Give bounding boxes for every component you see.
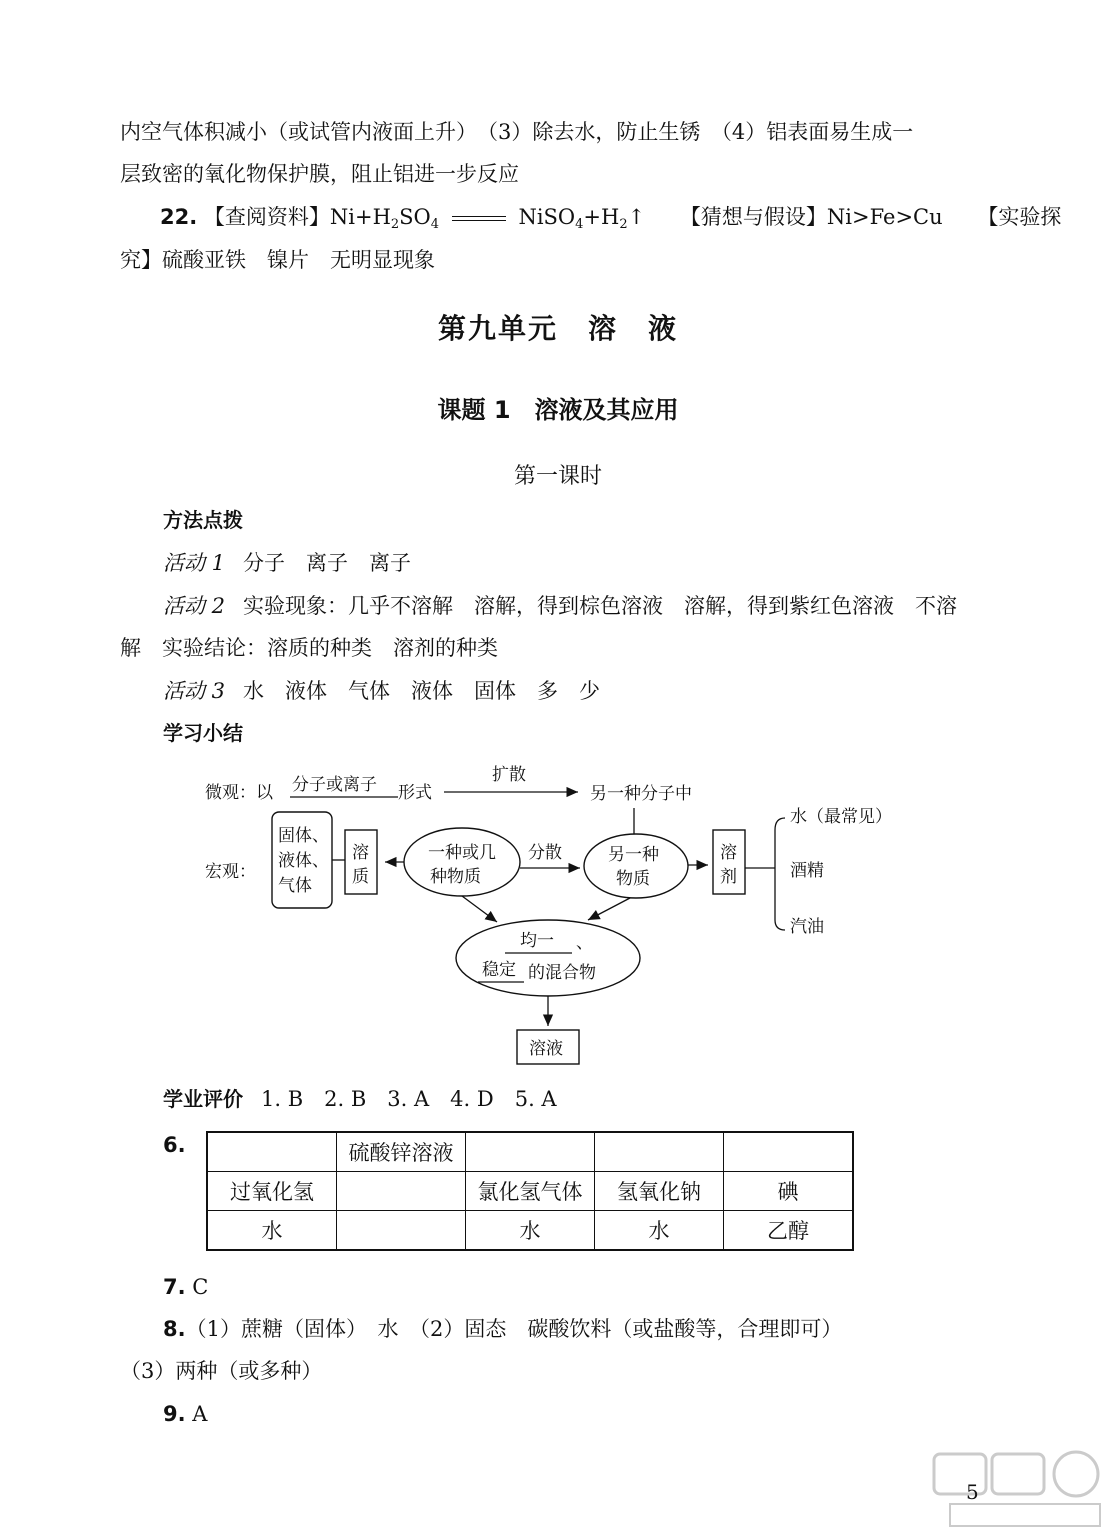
solvent-example-water: 水（最常见） bbox=[790, 807, 892, 827]
activity-3: 活动 3 水 液体 气体 液体 固体 多 少 bbox=[163, 679, 601, 703]
state-gas: 气体 bbox=[278, 876, 312, 896]
mixture-blank-2: 稳定 bbox=[482, 960, 516, 980]
period-title: 第一课时 bbox=[513, 464, 602, 489]
table-cell bbox=[337, 1172, 466, 1211]
table-row bbox=[207, 1211, 853, 1251]
table-cell: 乙醇 bbox=[724, 1211, 854, 1251]
watermark-logo bbox=[930, 1450, 1110, 1530]
question-9: 9. A bbox=[163, 1402, 208, 1426]
mixture-tail: 的混合物 bbox=[528, 963, 596, 983]
micro-form: 形式 bbox=[398, 783, 432, 803]
result-label: 溶液 bbox=[529, 1039, 563, 1059]
table-cell: 氢氧化钠 bbox=[595, 1172, 724, 1211]
section-heading: 学习小结 bbox=[163, 721, 243, 745]
table-cell: 水 bbox=[466, 1211, 595, 1251]
lesson-title: 课题 1 溶液及其应用 bbox=[437, 396, 679, 424]
macro-label: 宏观： bbox=[205, 862, 256, 882]
table-cell: 水 bbox=[595, 1211, 724, 1251]
table-cell: 硫酸锌溶液 bbox=[337, 1132, 466, 1172]
activity-1: 活动 1 分子 离子 离子 bbox=[163, 551, 412, 575]
page-number: 5 bbox=[966, 1480, 979, 1504]
question-8: 8.（1）蔗糖（固体） 水 （2）固态 碳酸饮料（或盐酸等，合理即可） bbox=[163, 1317, 843, 1341]
section-heading: 方法点拨 bbox=[163, 508, 243, 532]
mixture-comma: 、 bbox=[576, 933, 593, 953]
activity-2: 活动 2 实验现象：几乎不溶解 溶解，得到棕色溶液 溶解，得到紫红色溶液 不溶 bbox=[163, 594, 958, 618]
solute-char-2: 质 bbox=[352, 867, 369, 887]
question-number: 6. bbox=[163, 1133, 186, 1157]
substance1-line1: 一种或几 bbox=[428, 843, 496, 863]
question-number: 22. bbox=[160, 205, 198, 229]
table-cell bbox=[595, 1132, 724, 1172]
micro-blank: 分子或离子 bbox=[292, 775, 377, 795]
substance2-line1: 另一种 bbox=[608, 845, 659, 865]
answer-line: 究】硫酸亚铁 镍片 无明显现象 bbox=[120, 248, 435, 272]
solvent-example-gasoline: 汽油 bbox=[790, 917, 824, 937]
micro-target: 另一种分子中 bbox=[590, 784, 692, 804]
substance1-line2: 种物质 bbox=[430, 867, 481, 887]
table-cell: 水 bbox=[207, 1211, 337, 1251]
table-cell bbox=[207, 1132, 337, 1172]
table-row bbox=[207, 1132, 853, 1172]
answer-line: 内空气体积减小（或试管内液面上升） （3）除去水，防止生锈 （4）铝表面易生成一 bbox=[120, 120, 914, 144]
disperse-label: 分散 bbox=[528, 843, 562, 863]
question-22: 22. 【查阅资料】$Ni+H_2SO_4$ $NiSO_4+H_2↑$ 【猜想与假设】Ni>Fe>Cu 【实验探 bbox=[160, 205, 1062, 232]
q6-table bbox=[206, 1131, 854, 1251]
table-cell bbox=[337, 1211, 466, 1251]
substance2-line2: 物质 bbox=[616, 869, 650, 889]
solvent-char-1: 溶 bbox=[720, 843, 737, 863]
table-cell bbox=[466, 1132, 595, 1172]
spread-label: 扩散 bbox=[492, 765, 526, 785]
question-7: 7. C bbox=[163, 1275, 209, 1299]
solute-char-1: 溶 bbox=[352, 843, 369, 863]
table-cell: 氯化氢气体 bbox=[466, 1172, 595, 1211]
mixture-blank-1: 均一 bbox=[520, 931, 554, 951]
solvent-char-2: 剂 bbox=[720, 867, 737, 887]
activity-2-continued: 解 实验结论：溶质的种类 溶剂的种类 bbox=[120, 636, 498, 660]
answer-line: 层致密的氧化物保护膜，阻止铝进一步反应 bbox=[120, 162, 519, 186]
table-cell: 碘 bbox=[724, 1172, 854, 1211]
state-liquid: 液体、 bbox=[278, 851, 329, 871]
micro-label: 微观：以 bbox=[205, 783, 273, 803]
state-solid: 固体、 bbox=[278, 826, 329, 846]
evaluation: 学业评价 1. B 2. B 3. A 4. D 5. A bbox=[163, 1087, 557, 1111]
table-cell bbox=[724, 1132, 854, 1172]
unit-title: 第九单元 溶 液 bbox=[437, 312, 678, 345]
solvent-example-alcohol: 酒精 bbox=[790, 861, 824, 881]
answer-line: （3）两种（或多种） bbox=[120, 1359, 323, 1383]
table-cell: 过氧化氢 bbox=[207, 1172, 337, 1211]
table-row bbox=[207, 1172, 853, 1211]
